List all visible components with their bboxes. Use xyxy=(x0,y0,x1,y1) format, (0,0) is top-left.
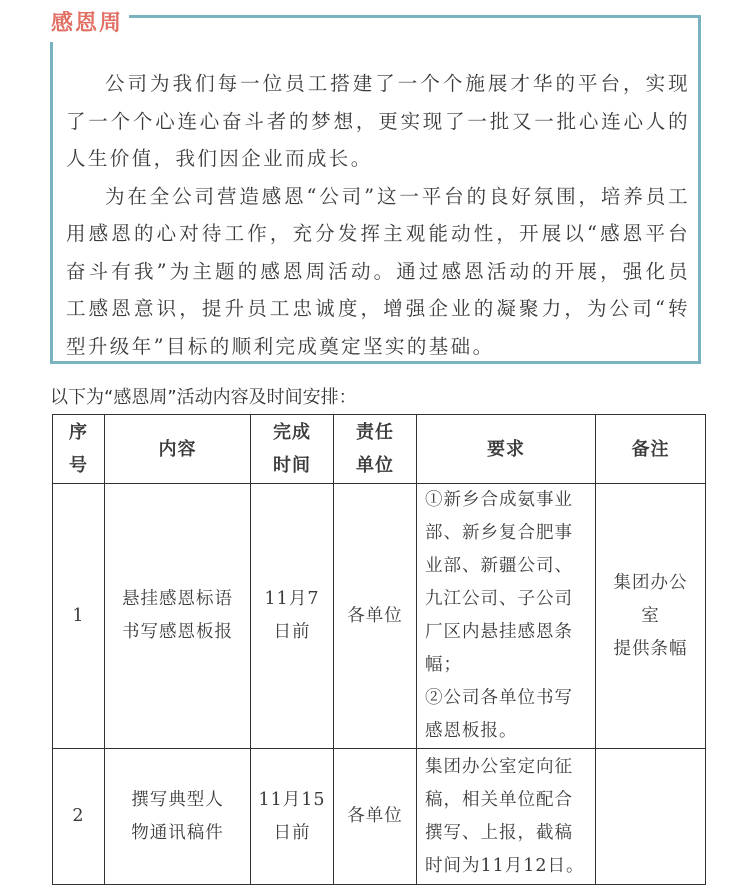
cell-unit: 各单位 xyxy=(334,749,417,885)
intro-text xyxy=(66,65,712,365)
cell-requirement: 集团办公室定向征 稿，相关单位配合 撰写、上报，截稿 时间为11月12日。 xyxy=(417,749,596,885)
header-no: 序 号 xyxy=(53,415,105,484)
header-unit: 责任 单位 xyxy=(334,415,417,484)
cell-content: 悬挂感恩标语 书写感恩板报 xyxy=(105,484,251,749)
header-time: 完成 时间 xyxy=(251,415,334,484)
cell-note xyxy=(596,749,706,885)
intro-paragraph: 为在全公司营造感恩“公司”这一平台的良好氛围，培养员工用感恩的心对待工作，充分发挥主观能动性，开展以“感恩平台 奋斗有我”为主题的感恩周活动。通过感恩活动的开展，强化员工感恩意识，提升员工忠诚度，增强企业的凝聚力，为公司“转型升级年”目标的顺利完成奠定坚实的基础。 xyxy=(66,184,712,358)
table-header-row xyxy=(53,415,706,484)
cell-no: 2 xyxy=(53,749,105,885)
header-content: 内容 xyxy=(105,415,251,484)
header-note: 备注 xyxy=(596,415,706,484)
section-title: 感恩周 xyxy=(45,6,129,42)
schedule-intro: 以下为“感恩周”活动内容及时间安排： xyxy=(50,387,357,408)
schedule-table xyxy=(52,414,706,885)
cell-time: 11月15 日前 xyxy=(251,749,334,885)
header-requirement: 要求 xyxy=(417,415,596,484)
table-row xyxy=(53,749,706,885)
cell-note: 集团办公 室 提供条幅 xyxy=(596,484,706,749)
intro-paragraph: 公司为我们每一位员工搭建了一个个施展才华的平台，实现了一个个心连心奋斗者的梦想，更实现了一批又一批心连心人的人生价值，我们因企业而成长。 xyxy=(66,72,690,170)
cell-time: 11月7 日前 xyxy=(251,484,334,749)
cell-requirement: ①新乡合成氨事业 部、新乡复合肥事 业部、新疆公司、 九江公司、子公司 厂区内悬挂感恩条 幅； ②公司各单位书写 感恩板报。 xyxy=(417,484,596,749)
cell-no: 1 xyxy=(53,484,105,749)
cell-unit: 各单位 xyxy=(334,484,417,749)
table-row xyxy=(53,484,706,749)
cell-content: 撰写典型人 物通讯稿件 xyxy=(105,749,251,885)
